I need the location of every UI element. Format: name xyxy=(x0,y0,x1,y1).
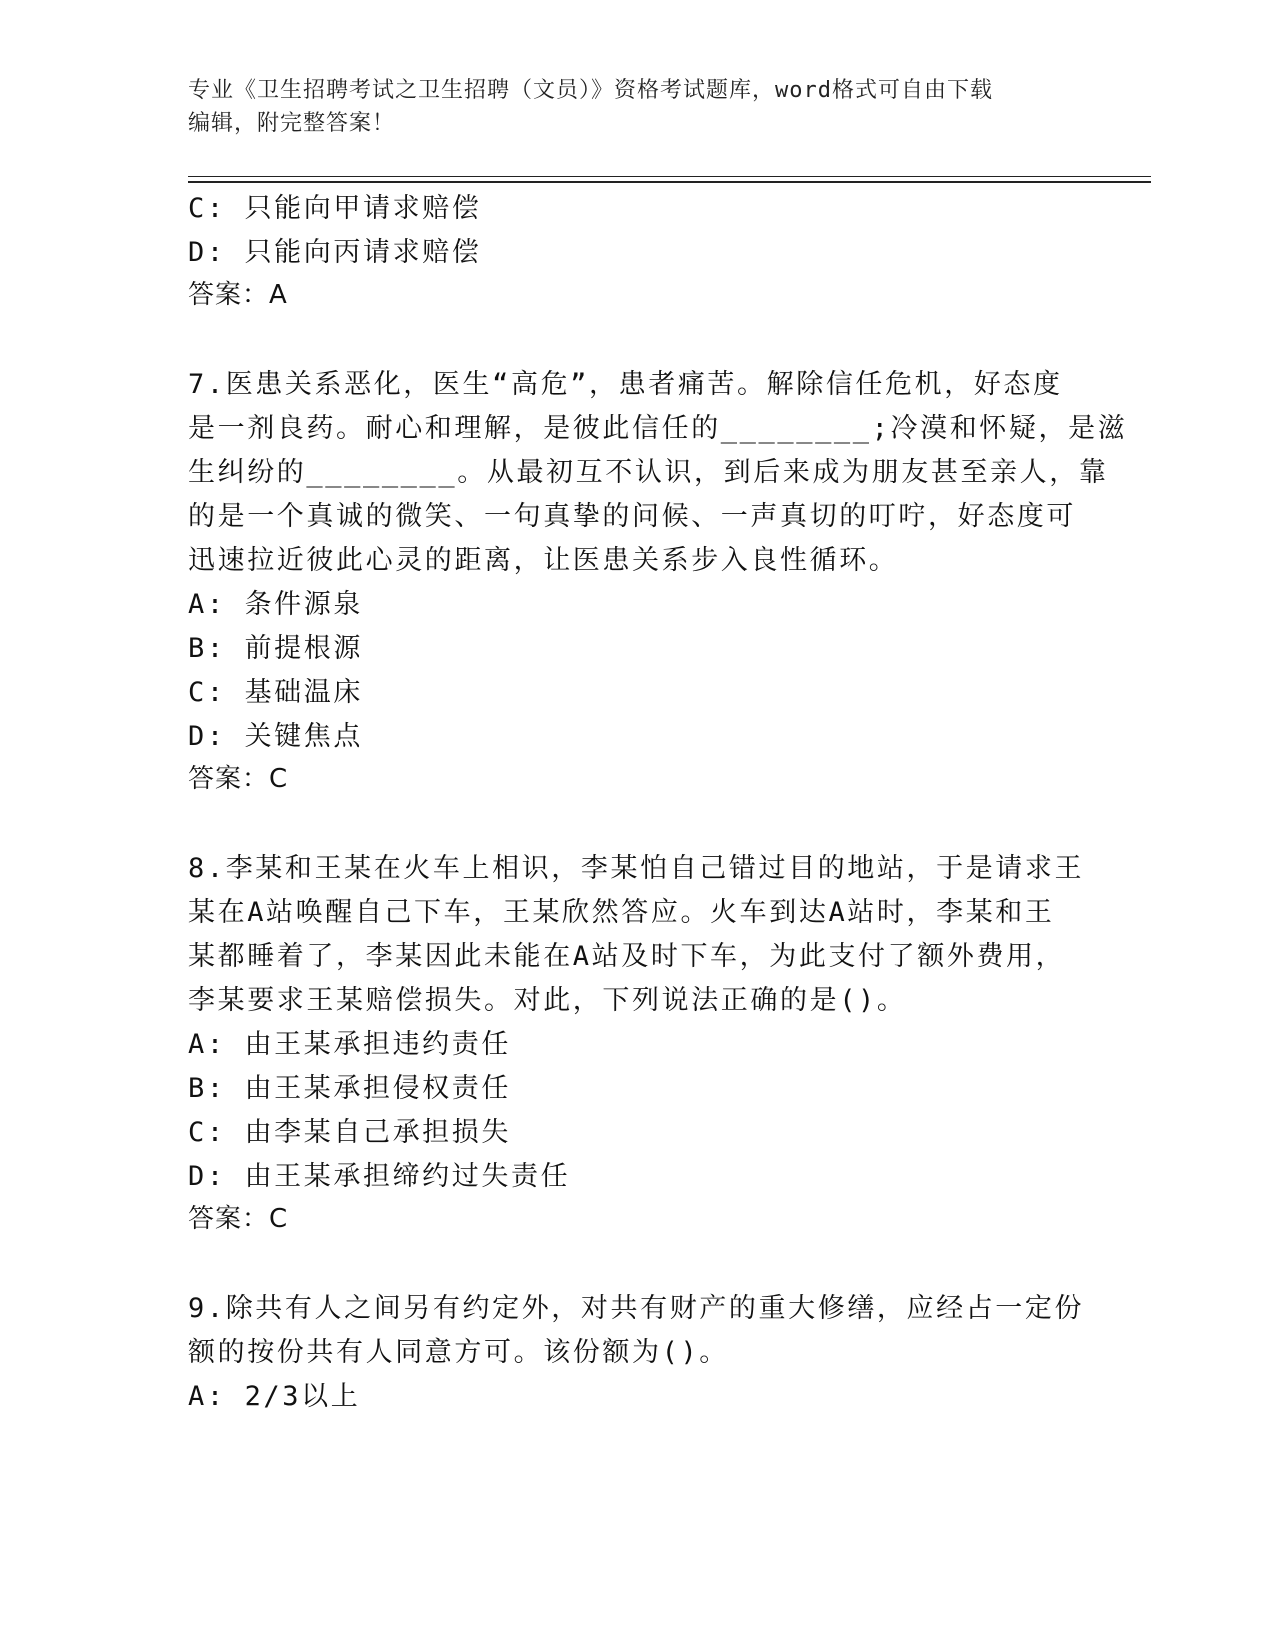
q6-option-c: C: 只能向甲请求赔偿 xyxy=(188,193,482,224)
q8-option-b: B: 由王某承担侵权责任 xyxy=(188,1073,511,1104)
q8-stem-line-4: 李某要求王某赔偿损失。对此，下列说法正确的是()。 xyxy=(188,985,907,1016)
q7-option-b: B: 前提根源 xyxy=(188,633,363,664)
q8-stem-line-2: 某在A站唤醒自己下车，王某欣然答应。火车到达A站时，李某和王 xyxy=(188,897,1055,928)
q7-answer: 答案：C xyxy=(188,764,289,794)
q7-stem-line-1: 7.医患关系恶化，医生“高危”，患者痛苦。解除信任危机，好态度 xyxy=(188,369,1063,400)
q8-option-d: D: 由王某承担缔约过失责任 xyxy=(188,1161,571,1192)
header-divider-thick xyxy=(188,181,1151,183)
q8-answer: 答案：C xyxy=(188,1204,289,1234)
q7-stem-line-4: 的是一个真诚的微笑、一句真挚的问候、一声真切的叮咛，好态度可 xyxy=(188,501,1076,532)
q8-option-a: A: 由王某承担违约责任 xyxy=(188,1029,511,1060)
header-divider-thin xyxy=(188,176,1151,177)
q9-stem-line-2: 额的按份共有人同意方可。该份额为()。 xyxy=(188,1337,729,1368)
page-header xyxy=(188,74,1068,140)
header-line-1: 专业《卫生招聘考试之卫生招聘（文员）》资格考试题库，word格式可自由下载 xyxy=(188,78,993,103)
q6-answer: 答案：A xyxy=(188,280,288,310)
q8-stem-line-3: 某都睡着了，李某因此未能在A站及时下车，为此支付了额外费用， xyxy=(188,941,1066,972)
q6-option-d: D: 只能向丙请求赔偿 xyxy=(188,237,482,268)
q7-stem-line-2: 是一剂良药。耐心和理解，是彼此信任的________;冷漠和怀疑，是滋 xyxy=(188,413,1128,444)
q7-stem-line-5: 迅速拉近彼此心灵的距离，让医患关系步入良性循环。 xyxy=(188,545,899,576)
q7-option-d: D: 关键焦点 xyxy=(188,721,363,752)
q8-stem-line-1: 8.李某和王某在火车上相识，李某怕自己错过目的地站，于是请求王 xyxy=(188,853,1085,884)
q7-option-a: A: 条件源泉 xyxy=(188,589,363,620)
q9-stem-line-1: 9.除共有人之间另有约定外，对共有财产的重大修缮，应经占一定份 xyxy=(188,1293,1085,1324)
q8-option-c: C: 由李某自己承担损失 xyxy=(188,1117,511,1148)
q9-option-a: A: 2/3以上 xyxy=(188,1381,361,1412)
q7-stem-line-3: 生纠纷的________。从最初互不认识，到后来成为朋友甚至亲人，靠 xyxy=(188,457,1109,488)
q7-option-c: C: 基础温床 xyxy=(188,677,363,708)
header-line-2: 编辑，附完整答案！ xyxy=(188,111,396,136)
